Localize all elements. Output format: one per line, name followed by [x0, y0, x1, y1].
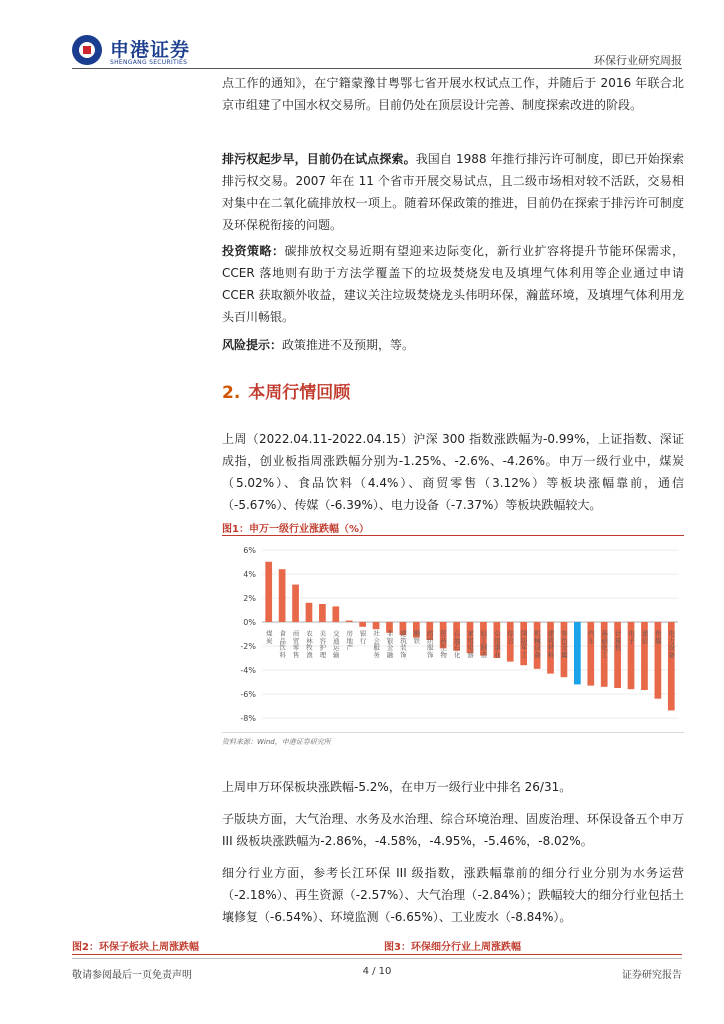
x-category-label: 房地产 — [345, 629, 354, 651]
bar — [279, 569, 286, 622]
report-type: 环保行业研究周报 — [594, 54, 682, 67]
x-category-label: 农林牧渔 — [304, 629, 313, 658]
figure1-title: 图1：申万一级行业涨跌幅（%） — [222, 524, 369, 535]
company-logo — [72, 35, 202, 71]
bottom-figure-titles — [72, 938, 682, 954]
y-tick-label: -2% — [240, 642, 256, 651]
section-number: 2. — [222, 383, 241, 403]
figure1-top-rule — [222, 535, 684, 536]
logo-name-cn: 申港证券 — [110, 39, 191, 61]
bar — [359, 622, 366, 627]
paragraph-lead: 投资策略： — [222, 244, 285, 258]
paragraph-lead: 风险提示： — [222, 338, 283, 352]
y-tick-label: 2% — [243, 594, 256, 603]
x-category-label: 食品饮料 — [278, 629, 287, 658]
section-title: 本周行情回顾 — [248, 383, 351, 403]
x-category-label: 国防军工 — [519, 629, 528, 658]
bar — [346, 621, 353, 622]
bar — [332, 606, 339, 622]
x-category-label: 石油石化 — [452, 629, 461, 658]
bar — [319, 604, 326, 622]
x-category-label: 环保 — [573, 629, 582, 644]
x-category-label: 汽车 — [586, 629, 595, 644]
x-category-label: 电力设备 — [667, 629, 676, 658]
x-category-label: 交通运输 — [331, 629, 340, 658]
bar — [292, 585, 299, 622]
paragraph-emission-rights — [222, 148, 684, 236]
figure2-title: 图2：环保子板块上周涨跌幅 — [72, 942, 199, 953]
y-tick-label: -6% — [240, 690, 256, 699]
x-category-label: 计算机 — [613, 629, 622, 651]
y-tick-label: 4% — [243, 570, 256, 579]
x-category-label: 纺织服饰 — [425, 629, 434, 658]
x-category-label: 家用电器 — [466, 629, 474, 658]
paragraph-subsectors: 子版块方面，大气治理、水务及水治理、综合环境治理、固废治理、环保设备五个申万 III 级板块涨跌幅为-2.86%，-4.58%，-4.95%，-5.46%，-8.02%。 — [222, 812, 684, 848]
figure1-source: 资料来源：Wind，申港证券研究所 — [222, 738, 331, 746]
x-category-label: 综合 — [506, 629, 515, 644]
x-category-label: 钢铁 — [412, 629, 421, 644]
industry-change-chart — [222, 538, 684, 730]
x-category-label: 基础化工 — [600, 629, 609, 658]
x-category-label: 医药生物 — [439, 629, 448, 658]
figure1-bottom-rule — [222, 732, 684, 733]
y-tick-label: -4% — [240, 666, 256, 675]
x-category-label: 电子 — [627, 629, 636, 644]
section-heading — [222, 378, 350, 403]
footer-label: 证券研究报告 — [622, 970, 682, 981]
paragraph-segments: 细分行业方面，参考长江环保 III 级指数，涨跌幅靠前的细分行业分别为水务运营（-2.18%）、再生资源（-2.57%）、大气治理（-2.84%）；跌幅较大的细分行业包括土壤修复（-6.54%）、环境监测（-6.65%）、工业废水（-8.84%）。 — [222, 866, 684, 924]
paragraph-water-rights: 点工作的通知》，在宁籍蒙豫甘粤鄂七省开展水权试点工作，并随后于 2016 年联合北京市组建了中国水权交易所。目前仍处在顶层设计完善、制度探索改进的阶段。 — [222, 76, 684, 112]
bottom-figure-rule — [72, 954, 682, 955]
x-category-label: 有色金属 — [559, 629, 568, 658]
page-number: 4 / 10 — [362, 966, 392, 977]
x-category-label: 公用事业 — [492, 629, 501, 658]
footer-disclaimer: 敬请参阅最后一页免责声明 — [72, 970, 192, 981]
x-category-label: 机械设备 — [533, 629, 542, 658]
paragraph-investment-strategy — [222, 240, 684, 328]
figure3-title: 图3：环保细分行业上周涨跌幅 — [384, 942, 521, 953]
x-category-label: 通信 — [640, 629, 649, 644]
x-category-label: 建筑装饰 — [398, 629, 407, 658]
x-category-label: 银行 — [358, 629, 367, 644]
logo-name-en: SHENGANG SECURITIES — [110, 59, 188, 66]
paragraph-env-sector: 上周申万环保板块涨跌幅-5.2%，在申万一级行业中排名 26/31。 — [222, 780, 572, 794]
x-category-label: 社会服务 — [372, 629, 381, 658]
paragraph-lead: 排污权起步早，目前仍在试点探索。 — [222, 152, 416, 166]
x-category-label: 建筑材料 — [546, 629, 555, 658]
paragraph-weekly-review: 上周（2022.04.11-2022.04.15）沪深 300 指数涨跌幅为-0.99%，上证指数、深证成指，创业板指周涨跌幅分别为-1.25%、-2.6%、-4.26%。申万一级行业中，煤炭（5.02%）、食品饮料（4.4%）、商贸零售（3.12%）等板块涨幅靠前，通信（-5.67%）、传媒（-6.39%）、电力设备（-7.37%）等板块跌幅较大。 — [222, 432, 684, 512]
x-category-label: 轻工制造 — [479, 629, 488, 658]
bar — [306, 603, 313, 622]
paragraph-body: 我国自 1988 年推行排污许可制度，即已开始探索排污权交易。2007 年在 11 个省市开展交易试点，且二级市场相对较不活跃，交易相对集中在二氧化硫排放权一项上。随着环保政策的推进，目前仍在探索于排污许可制度及环保税衔接的问题。 — [222, 152, 684, 232]
x-category-label: 商贸零售 — [291, 629, 300, 658]
paragraph-body: 政策推进不及预期，等。 — [282, 338, 415, 352]
x-category-label: 煤炭 — [264, 629, 273, 644]
bar — [373, 622, 380, 629]
y-tick-label: 6% — [243, 546, 256, 555]
x-category-label: 美容护理 — [318, 629, 327, 658]
paragraph-risk — [222, 334, 684, 356]
x-category-label: 非银金融 — [385, 629, 394, 658]
y-tick-label: 0% — [243, 618, 256, 627]
footer-divider — [72, 958, 682, 959]
header-divider — [72, 68, 682, 69]
x-category-label: 传媒 — [653, 629, 662, 644]
logo-mark-icon — [72, 35, 102, 65]
paragraph-body: 碳排放权交易近期有望迎来边际变化，新行业扩容将提升节能环保需求，CCER 落地则有助于方法学覆盖下的垃圾焚烧发电及填埋气体利用等企业通过申请 CCER 获取额外收益，建议关注垃圾焚烧龙头伟明环保，瀚蓝环境，及填埋气体利用龙头百川畅银。 — [222, 244, 684, 324]
y-tick-label: -8% — [240, 714, 256, 723]
bar — [265, 562, 272, 622]
